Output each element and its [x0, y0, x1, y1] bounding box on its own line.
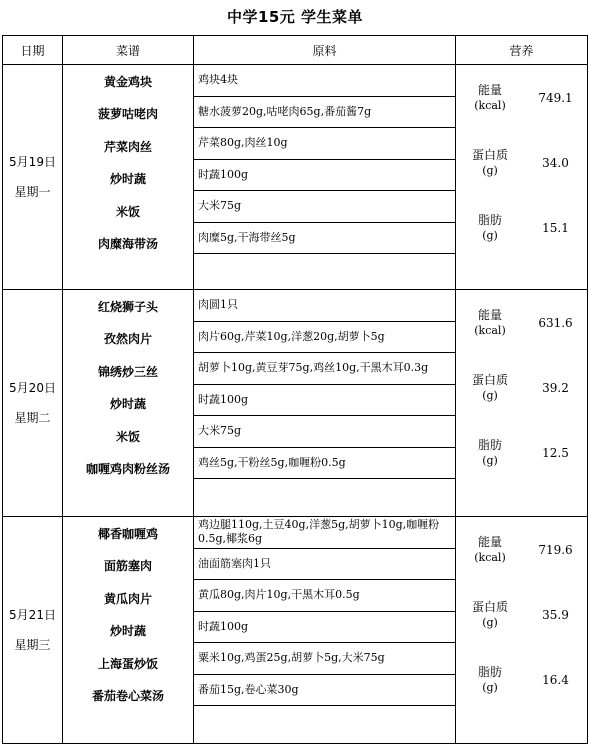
dishes-cell	[63, 290, 194, 517]
nutrition-label-block	[456, 438, 524, 468]
dish-name: 椰香咖喱鸡	[97, 526, 158, 541]
date-label: 5月20日	[9, 381, 56, 395]
nutrition-label: 蛋白质	[471, 599, 508, 614]
dish-name: 米饭	[115, 204, 140, 219]
day-date-cell	[3, 517, 63, 744]
dish-name: 红烧狮子头	[97, 299, 158, 314]
nutrition-label: 脂肪	[477, 664, 502, 679]
nutrition-value: 719.6	[538, 542, 573, 557]
nutrition-unit: (g)	[482, 228, 498, 242]
ingredients-cell	[194, 65, 456, 290]
nutrition-label-block	[456, 600, 524, 630]
nutrition-label: 能量	[477, 307, 502, 322]
ingredient-line: 芹菜80g,肉丝10g	[194, 128, 455, 160]
page-title: 中学15元 学生菜单	[226, 8, 364, 26]
day-date-cell	[3, 290, 63, 517]
day-row	[3, 65, 588, 290]
nutrition-unit: (kcal)	[474, 550, 506, 564]
ingredient-line	[194, 479, 455, 512]
ingredient-line: 番茄15g,卷心菜30g	[194, 675, 455, 707]
dish-name: 咖喱鸡肉粉丝汤	[85, 462, 170, 477]
ingredient-line: 时蔬100g	[194, 160, 455, 192]
ingredient-line: 肉片60g,芹菜10g,洋葱20g,胡萝卜5g	[194, 322, 455, 354]
nutrition-value: 631.6	[538, 315, 573, 330]
nutrition-value: 749.1	[538, 90, 573, 105]
dish-name: 黄瓜肉片	[103, 591, 152, 606]
nutrition-label: 蛋白质	[471, 147, 508, 162]
ingredients-cell	[194, 517, 456, 744]
nutrition-label-block	[456, 308, 524, 338]
nutrition-value: 16.4	[542, 672, 569, 687]
nutrition-value: 39.2	[542, 380, 569, 395]
nutrition-label: 蛋白质	[471, 372, 508, 387]
ingredient-line: 肉圆1只	[194, 290, 455, 322]
header-nutrition: 营养	[456, 36, 588, 65]
date-label: 5月21日	[9, 608, 56, 622]
nutrition-item	[456, 420, 587, 485]
nutrition-label-block	[456, 665, 524, 695]
menu-table	[2, 35, 588, 744]
nutrition-item	[456, 290, 587, 355]
nutrition-item	[456, 355, 587, 420]
dish-name: 黄金鸡块	[103, 74, 152, 89]
ingredient-line: 鸡边腿110g,土豆40g,洋葱5g,胡萝卜10g,咖喱粉0.5g,椰浆6g	[194, 517, 455, 549]
nutrition-label-block	[456, 148, 524, 178]
nutrition-label-block	[456, 373, 524, 403]
ingredient-line: 油面筋塞肉1只	[194, 549, 455, 581]
nutrition-item	[456, 647, 587, 712]
nutrition-cell	[456, 65, 588, 290]
dish-name: 面筋塞肉	[103, 559, 152, 574]
nutrition-label-block	[456, 213, 524, 243]
dish-name: 炒时蔬	[109, 624, 146, 639]
nutrition-item	[456, 65, 587, 130]
ingredient-line: 时蔬100g	[194, 385, 455, 417]
ingredient-line: 鸡块4块	[194, 65, 455, 97]
dish-name: 番茄卷心菜汤	[91, 689, 164, 704]
ingredient-line: 鸡丝5g,干粉丝5g,咖喱粉0.5g	[194, 448, 455, 480]
dish-name: 芹菜肉丝	[103, 139, 152, 154]
nutrition-item	[456, 582, 587, 647]
dish-name: 炒时蔬	[109, 397, 146, 412]
nutrition-value: 15.1	[542, 220, 569, 235]
dish-name: 炒时蔬	[109, 172, 146, 187]
nutrition-unit: (g)	[482, 453, 498, 467]
ingredient-line: 粟米10g,鸡蛋25g,胡萝卜5g,大米75g	[194, 643, 455, 675]
nutrition-value: 12.5	[542, 445, 569, 460]
nutrition-unit: (g)	[482, 680, 498, 694]
nutrition-value: 35.9	[542, 607, 569, 622]
ingredient-line: 胡萝卜10g,黄豆芽75g,鸡丝10g,干黑木耳0.3g	[194, 353, 455, 385]
nutrition-unit: (g)	[482, 615, 498, 629]
nutrition-value: 34.0	[542, 155, 569, 170]
ingredient-line: 黄瓜80g,肉片10g,干黑木耳0.5g	[194, 580, 455, 612]
dish-name: 孜然肉片	[103, 332, 152, 347]
day-row	[3, 517, 588, 744]
ingredient-line	[194, 254, 455, 287]
dishes-cell	[63, 517, 194, 744]
nutrition-unit: (kcal)	[474, 98, 506, 112]
ingredient-line: 时蔬100g	[194, 612, 455, 644]
nutrition-cell	[456, 517, 588, 744]
day-row	[3, 290, 588, 517]
nutrition-item	[456, 130, 587, 195]
weekday-label: 星期一	[14, 185, 51, 199]
dish-name: 上海蛋炒饭	[97, 656, 158, 671]
ingredient-line	[194, 706, 455, 739]
dish-name: 肉糜海带汤	[97, 237, 158, 252]
ingredient-line: 糖水菠萝20g,咕咾肉65g,番茄酱7g	[194, 97, 455, 129]
weekday-label: 星期二	[14, 411, 51, 425]
nutrition-label: 脂肪	[477, 212, 502, 227]
nutrition-label-block	[456, 83, 524, 113]
date-label: 5月19日	[9, 155, 56, 169]
nutrition-label: 能量	[477, 534, 502, 549]
nutrition-item	[456, 517, 587, 582]
nutrition-unit: (g)	[482, 163, 498, 177]
dish-name: 菠萝咕咾肉	[97, 107, 158, 122]
header-ingredients: 原料	[194, 36, 456, 65]
nutrition-label: 脂肪	[477, 437, 502, 452]
weekday-label: 星期三	[14, 638, 51, 652]
ingredients-cell	[194, 290, 456, 517]
dish-name: 米饭	[115, 429, 140, 444]
dish-name: 锦绣炒三丝	[97, 364, 158, 379]
header-date: 日期	[3, 36, 63, 65]
header-row	[3, 36, 588, 65]
ingredient-line: 大米75g	[194, 416, 455, 448]
nutrition-unit: (kcal)	[474, 323, 506, 337]
nutrition-item	[456, 195, 587, 260]
nutrition-cell	[456, 290, 588, 517]
header-dishes: 菜谱	[63, 36, 194, 65]
dishes-cell	[63, 65, 194, 290]
nutrition-unit: (g)	[482, 388, 498, 402]
day-date-cell	[3, 65, 63, 290]
nutrition-label: 能量	[477, 82, 502, 97]
ingredient-line: 大米75g	[194, 191, 455, 223]
ingredient-line: 肉糜5g,干海带丝5g	[194, 223, 455, 255]
nutrition-label-block	[456, 535, 524, 565]
